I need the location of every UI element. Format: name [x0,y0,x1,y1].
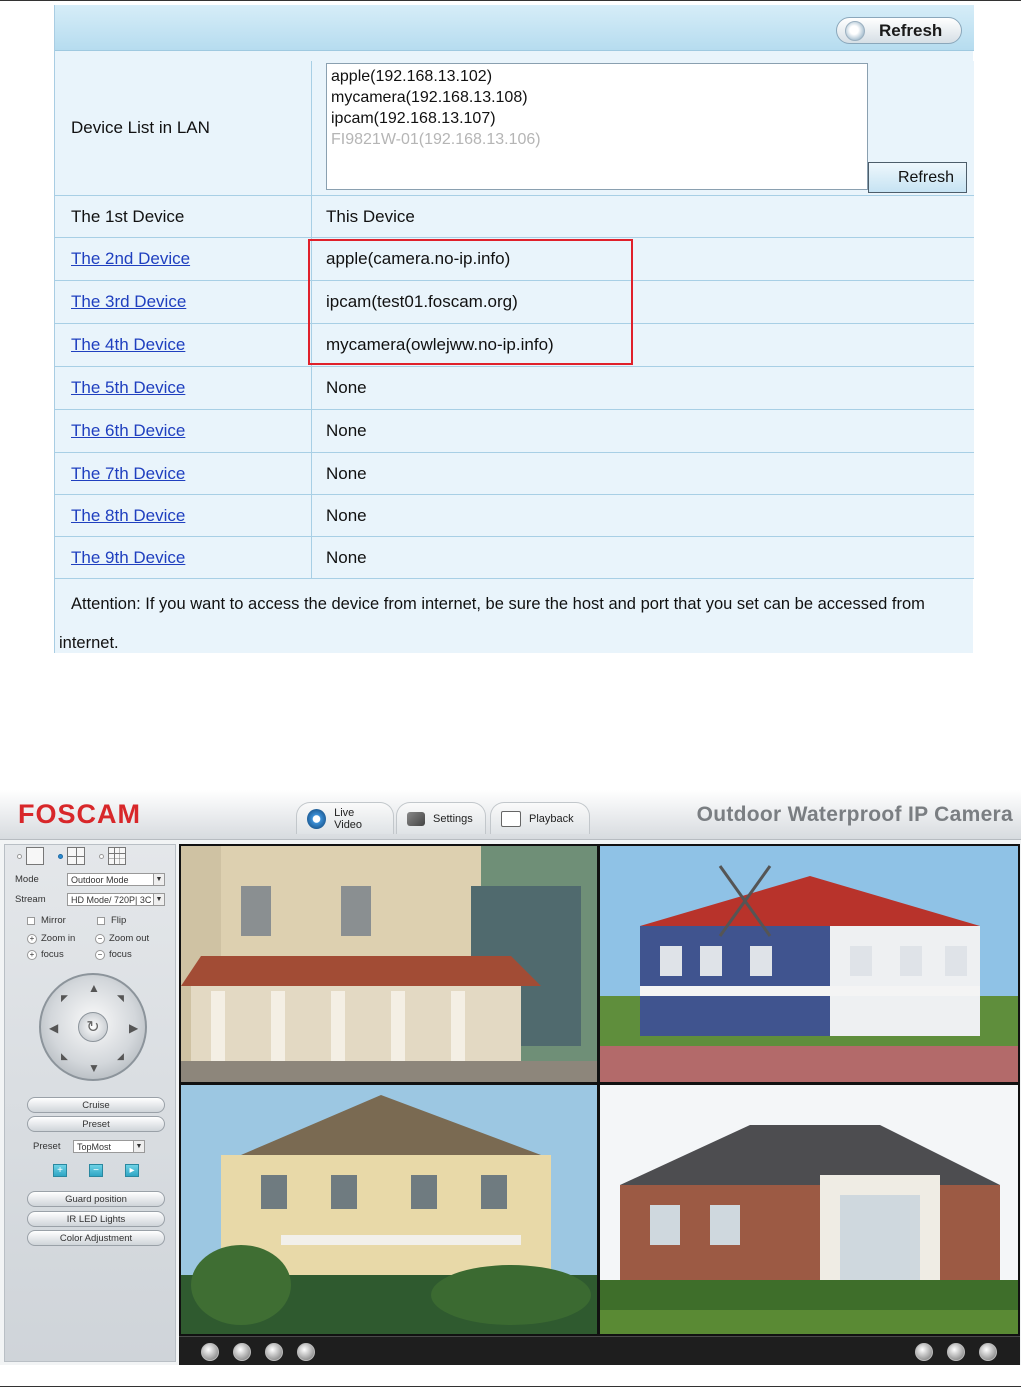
rotate-center-icon[interactable]: ↻ [78,1012,108,1042]
radio-dot[interactable] [17,854,22,859]
arrow-up-right-icon[interactable]: ◥ [117,993,124,1003]
device-row-8 [55,495,974,537]
minus-icon: − [95,934,105,944]
nine-view-icon[interactable] [108,847,126,865]
video-tile-2[interactable] [600,846,1018,1082]
go-preset-button[interactable]: ▸ [125,1164,139,1177]
mode-select[interactable] [67,873,165,886]
flip-label: Flip [111,915,127,926]
audio-icon[interactable] [297,1343,315,1361]
refresh-icon [845,21,865,41]
quad-view-icon[interactable] [67,847,85,865]
guard-position-button[interactable]: Guard position [27,1191,165,1207]
focus-plus-button[interactable] [27,949,64,960]
device-value: mycamera(owlejww.no-ip.info) [326,335,554,354]
highlight-box [308,239,633,365]
record-icon[interactable] [947,1343,965,1361]
stream-value: HD Mode/ 720P| 3C [71,894,152,905]
arrow-up-icon[interactable]: ▲ [88,981,100,995]
focus-label: focus [109,949,132,960]
chevron-down-icon: ▼ [153,874,164,885]
delete-preset-button[interactable]: − [89,1164,103,1177]
mode-field [15,873,165,886]
zoom-in-label: Zoom in [41,933,76,944]
stop-icon[interactable] [233,1343,251,1361]
video-grid[interactable] [179,844,1020,1365]
stream-select[interactable] [67,893,165,906]
device-row-9 [55,537,974,579]
device-label: The 1st Device [71,206,185,226]
arrow-right-icon[interactable]: ▶ [129,1021,139,1035]
zoom-out-label: Zoom out [109,933,150,944]
tab-playback[interactable] [490,802,590,834]
device-value: This Device [326,206,415,226]
mode-label: Mode [15,874,39,885]
camera-feed-image [181,846,597,1082]
tab-label: Settings [433,812,473,825]
device-link[interactable]: The 7th Device [71,463,186,483]
preset-value: TopMost [77,1141,112,1152]
radio-dot[interactable] [58,854,63,859]
video-tile-4[interactable] [600,1085,1018,1334]
tab-label: Live Video [334,806,363,831]
single-view-icon[interactable] [26,847,44,865]
refresh-lan-button[interactable]: Refresh [868,162,967,193]
talk-icon[interactable] [265,1343,283,1361]
lan-device-item[interactable]: ipcam(192.168.13.107) [331,110,496,127]
plus-icon: + [27,934,37,944]
arrow-left-icon[interactable]: ◀ [49,1021,59,1035]
camera-feed-image [600,1085,1018,1334]
playback-icon [501,811,521,827]
device-list-label: Device List in LAN [71,118,210,137]
wrench-icon [407,812,425,826]
lan-device-item[interactable]: apple(192.168.13.102) [331,68,493,85]
fullscreen-icon[interactable] [979,1343,997,1361]
focus-minus-button[interactable] [95,949,132,960]
ir-led-lights-button[interactable]: IR LED Lights [27,1211,165,1227]
flip-checkbox[interactable] [97,915,126,926]
preset-label: Preset [33,1141,61,1152]
app-header [0,790,1021,840]
chevron-down-icon: ▼ [153,894,164,905]
lan-device-item[interactable]: FI9821W-01(192.168.13.106) [331,131,541,148]
foscam-app [0,790,1021,1365]
mirror-checkbox[interactable] [27,915,66,926]
chevron-down-icon: ▼ [133,1141,144,1152]
product-title: Outdoor Waterproof IP Camera [696,803,1013,826]
refresh-button[interactable] [836,17,962,44]
preset-select[interactable] [73,1140,145,1153]
video-tile-3[interactable] [181,1085,597,1334]
video-control-bar [179,1336,1020,1365]
arrow-down-icon[interactable]: ▼ [88,1061,100,1075]
ptz-joystick[interactable] [39,973,147,1081]
snapshot-icon[interactable] [915,1343,933,1361]
cruise-button[interactable]: Cruise [27,1097,165,1113]
device-link[interactable]: The 3rd Device [71,292,187,311]
tab-live-video[interactable] [296,802,394,834]
arrow-down-right-icon[interactable]: ◢ [117,1051,124,1061]
foscam-logo: FOSCAM [18,799,141,829]
stream-field [15,893,165,906]
add-preset-button[interactable]: + [53,1164,67,1177]
checkbox-box[interactable] [97,917,105,925]
device-link[interactable]: The 4th Device [71,335,186,354]
device-link[interactable]: The 6th Device [71,421,186,440]
device-value: None [326,421,367,440]
video-tile-1[interactable] [181,846,597,1082]
radio-dot[interactable] [99,854,104,859]
preset-field [33,1140,145,1153]
lan-device-item[interactable]: mycamera(192.168.13.108) [331,89,528,106]
device-row-5 [55,367,974,410]
device-value: None [326,505,367,525]
device-link[interactable]: The 2nd Device [71,249,191,268]
lan-device-listbox[interactable] [326,63,868,190]
device-value: None [326,378,367,397]
refresh-button-label: Refresh [879,20,943,40]
device-value: apple(camera.no-ip.info) [326,249,511,268]
device-link[interactable]: The 9th Device [71,547,186,567]
zoom-in-button[interactable] [27,933,75,944]
device-value: ipcam(test01.foscam.org) [326,292,518,311]
bottom-rule [0,1386,1021,1387]
device-link[interactable]: The 8th Device [71,505,186,525]
camera-feed-image [600,846,1018,1082]
camera-icon [307,809,326,829]
arrow-down-left-icon[interactable]: ◣ [61,1051,68,1061]
color-adjustment-button[interactable]: Color Adjustment [27,1230,165,1246]
checkbox-box[interactable] [27,917,35,925]
split-selector [17,847,126,865]
attention-line-1: Attention: If you want to access the device from internet, be sure the host and port that you set can be accessed from [71,595,925,613]
zoom-out-button[interactable] [95,933,149,944]
tab-label: Playback [529,812,574,825]
device-row-6 [55,410,974,453]
device-row-1 [55,196,974,238]
play-icon[interactable] [201,1343,219,1361]
minus-icon: − [95,950,105,960]
device-row-7 [55,453,974,495]
tab-settings[interactable] [396,802,486,834]
camera-feed-image [181,1085,597,1334]
device-link[interactable]: The 5th Device [71,378,186,397]
stream-label: Stream [15,894,46,905]
arrow-up-left-icon[interactable]: ◤ [61,993,68,1003]
device-value: None [326,463,367,483]
mode-value: Outdoor Mode [71,874,129,885]
device-value: None [326,547,367,567]
top-rule [0,0,1021,1]
plus-icon: + [27,950,37,960]
mirror-label: Mirror [41,915,66,926]
attention-note [55,579,974,653]
preset-button[interactable]: Preset [27,1116,165,1132]
panel-header [55,5,974,51]
attention-line-2: internet. [59,634,119,652]
focus-label: focus [41,949,64,960]
control-sidebar [4,844,176,1362]
